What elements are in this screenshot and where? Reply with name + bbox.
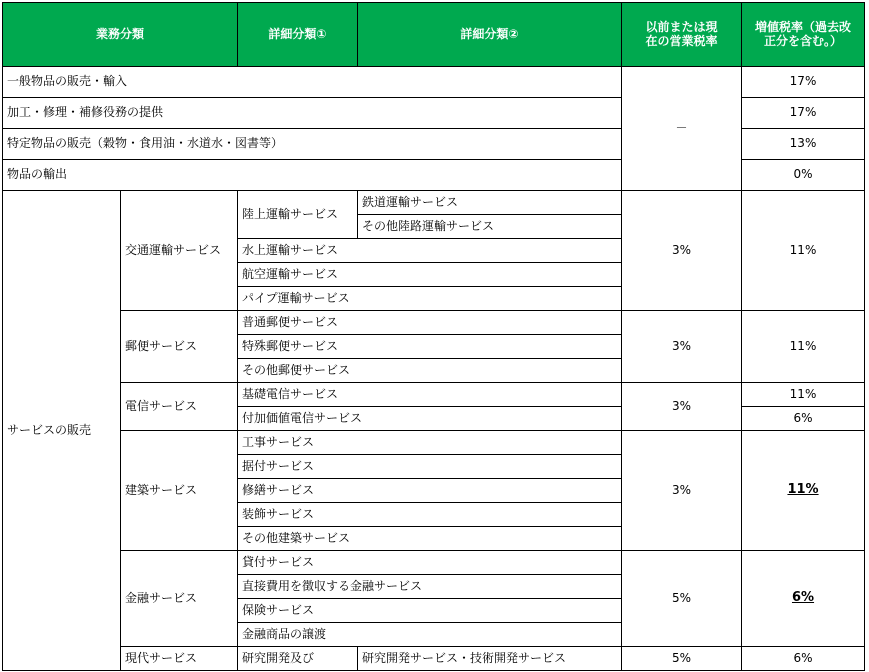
finance-vat: 6%	[791, 590, 815, 606]
goods-label: 特定物品の販売（穀物・食用油・水道水・図書等）	[3, 129, 622, 160]
construction-vat: 11%	[787, 482, 819, 498]
goods-previous-rate: －	[622, 67, 742, 191]
telecom-label: 電信サービス	[121, 383, 238, 431]
finance-item: 保険サービス	[238, 599, 622, 623]
finance-item: 貸付サービス	[238, 551, 622, 575]
goods-vat: 17%	[742, 67, 865, 98]
goods-label: 一般物品の販売・輸入	[3, 67, 622, 98]
header-detail-2: 詳細分類②	[358, 3, 622, 67]
table-row	[3, 383, 865, 407]
postal-item: 普通郵便サービス	[238, 311, 622, 335]
transport-land: 陸上運輸サービス	[238, 191, 358, 239]
construction-item: その他建築サービス	[238, 527, 622, 551]
transport-air: 航空運輸サービス	[238, 263, 622, 287]
table-row	[3, 191, 865, 215]
goods-vat: 13%	[742, 129, 865, 160]
header-vat-rate: 増値税率（過去改正分を含む。）	[742, 3, 865, 67]
construction-label: 建築サービス	[121, 431, 238, 551]
table-row	[3, 551, 865, 575]
finance-item: 直接費用を徴収する金融サービス	[238, 575, 622, 599]
transport-vat: 11%	[742, 191, 865, 311]
construction-item: 装飾サービス	[238, 503, 622, 527]
modern-detail-1: 研究開発及び	[238, 647, 358, 671]
transport-railway: 鉄道運輸サービス	[358, 191, 622, 215]
table-row	[3, 647, 865, 671]
goods-vat: 0%	[742, 160, 865, 191]
telecom-basic-vat: 11%	[742, 383, 865, 407]
modern-vat: 6%	[742, 647, 865, 671]
postal-vat: 11%	[742, 311, 865, 383]
services-label: サービスの販売	[3, 191, 121, 671]
construction-item: 工事サービス	[238, 431, 622, 455]
header-row	[3, 3, 865, 67]
header-detail-1: 詳細分類①	[238, 3, 358, 67]
construction-item: 修繕サービス	[238, 479, 622, 503]
header-category: 業務分類	[3, 3, 238, 67]
transport-pipeline: パイプ運輸サービス	[238, 287, 622, 311]
goods-vat: 17%	[742, 98, 865, 129]
modern-detail-2: 研究開発サービス・技術開発サービス	[358, 647, 622, 671]
transport-water: 水上運輸サービス	[238, 239, 622, 263]
telecom-previous-rate: 3%	[622, 383, 742, 431]
transport-other-land: その他陸路運輸サービス	[358, 215, 622, 239]
finance-item: 金融商品の譲渡	[238, 623, 622, 647]
transport-previous-rate: 3%	[622, 191, 742, 311]
goods-label: 加工・修理・補修役務の提供	[3, 98, 622, 129]
telecom-value-added: 付加価値電信サービス	[238, 407, 622, 431]
table-row	[3, 67, 865, 98]
telecom-value-added-vat: 6%	[742, 407, 865, 431]
postal-label: 郵便サービス	[121, 311, 238, 383]
postal-item: 特殊郵便サービス	[238, 335, 622, 359]
table-row	[3, 431, 865, 455]
postal-item: その他郵便サービス	[238, 359, 622, 383]
modern-label: 現代サービス	[121, 647, 238, 671]
transport-label: 交通運輸サービス	[121, 191, 238, 311]
finance-label: 金融サービス	[121, 551, 238, 647]
construction-item: 据付サービス	[238, 455, 622, 479]
postal-previous-rate: 3%	[622, 311, 742, 383]
telecom-basic: 基礎電信サービス	[238, 383, 622, 407]
header-previous-rate: 以前または現在の営業税率	[622, 3, 742, 67]
construction-previous-rate: 3%	[622, 431, 742, 551]
vat-rate-table	[2, 2, 865, 671]
table-row	[3, 311, 865, 335]
goods-label: 物品の輸出	[3, 160, 622, 191]
finance-previous-rate: 5%	[622, 551, 742, 647]
modern-previous-rate: 5%	[622, 647, 742, 671]
